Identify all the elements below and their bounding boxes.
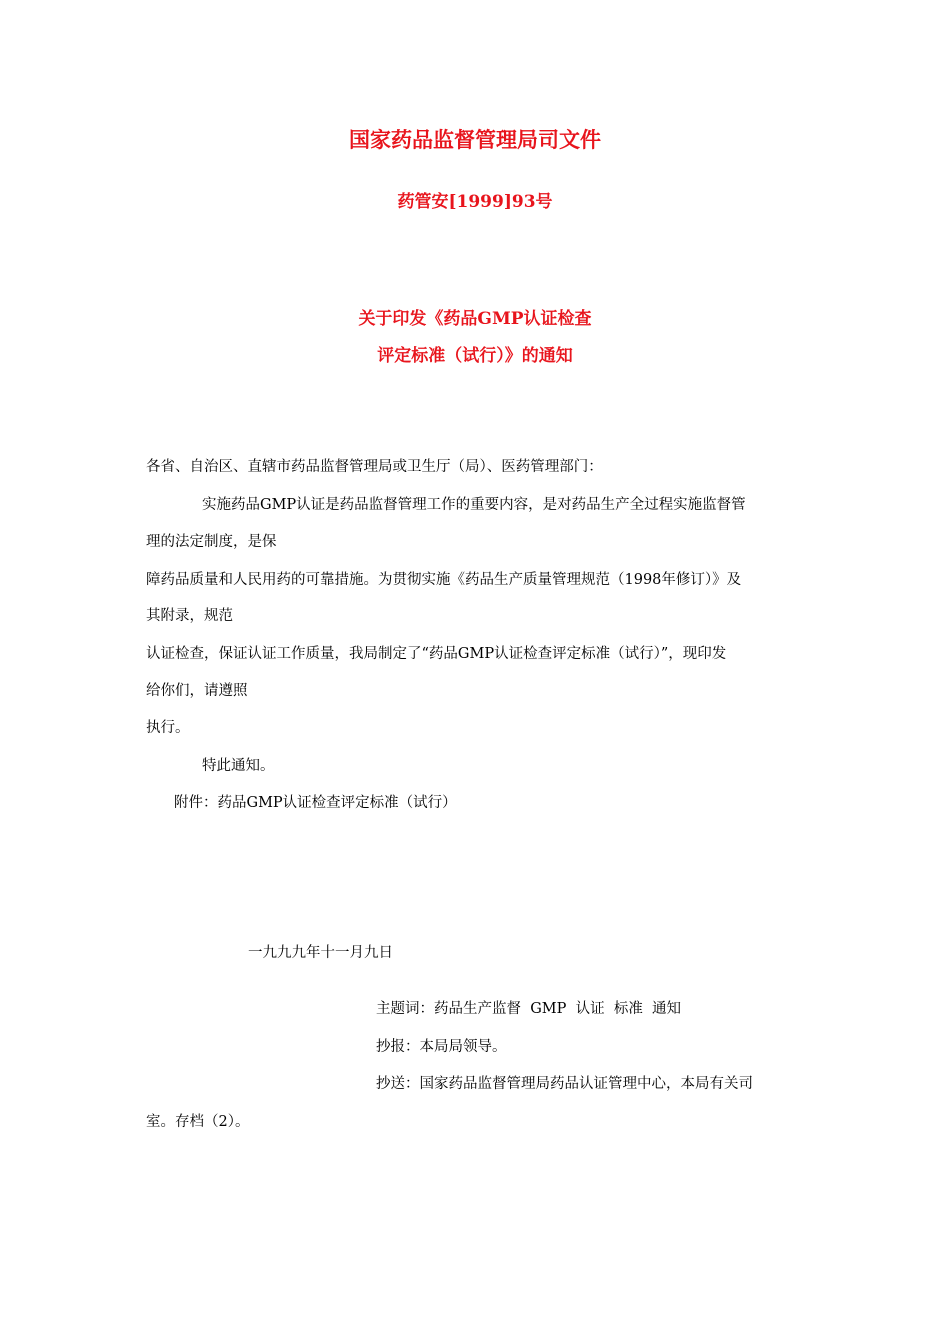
report-to: 抄报：本局局领导。 bbox=[376, 1039, 507, 1055]
subject-words: 主题词：药品生产监督 GMP 认证 标准 通知 bbox=[376, 1001, 682, 1017]
body-line-2: 理的法定制度，是保 bbox=[146, 534, 277, 550]
body-line-3: 障药品质量和人民用药的可靠措施。为贯彻实施《药品生产质量管理规范（1998年修订）》及 bbox=[146, 572, 742, 588]
copy-to: 抄送：国家药品监督管理局药品认证管理中心，本局有关司 bbox=[376, 1076, 753, 1092]
salutation: 各省、自治区、直辖市药品监督管理局或卫生厅（局）、医药管理部门： bbox=[146, 459, 603, 475]
issuer-title: 国家药品监督管理局司文件 bbox=[349, 127, 601, 152]
body-line-1: 实施药品GMP认证是药品监督管理工作的重要内容，是对药品生产全过程实施监督管 bbox=[202, 497, 746, 513]
notice-title-line-1: 关于印发《药品GMP认证检查 bbox=[358, 309, 592, 329]
body-line-7: 执行。 bbox=[146, 720, 190, 736]
attachment-line: 附件：药品GMP认证检查评定标准（试行） bbox=[174, 795, 457, 811]
copy-to-continued: 室。存档（2）。 bbox=[146, 1114, 250, 1130]
notice-title-line-2: 评定标准（试行）》的通知 bbox=[377, 346, 573, 366]
body-line-5: 认证检查，保证认证工作质量，我局制定了“药品GMP认证检查评定标准（试行）”，现印发 bbox=[146, 646, 727, 662]
body-line-4: 其附录，规范 bbox=[146, 608, 233, 624]
closing-line: 特此通知。 bbox=[202, 758, 275, 774]
issue-date: 一九九九年十一月九日 bbox=[248, 945, 393, 961]
body-line-6: 给你们，请遵照 bbox=[146, 683, 248, 699]
document-number: 药管安[1999]93号 bbox=[397, 192, 553, 212]
